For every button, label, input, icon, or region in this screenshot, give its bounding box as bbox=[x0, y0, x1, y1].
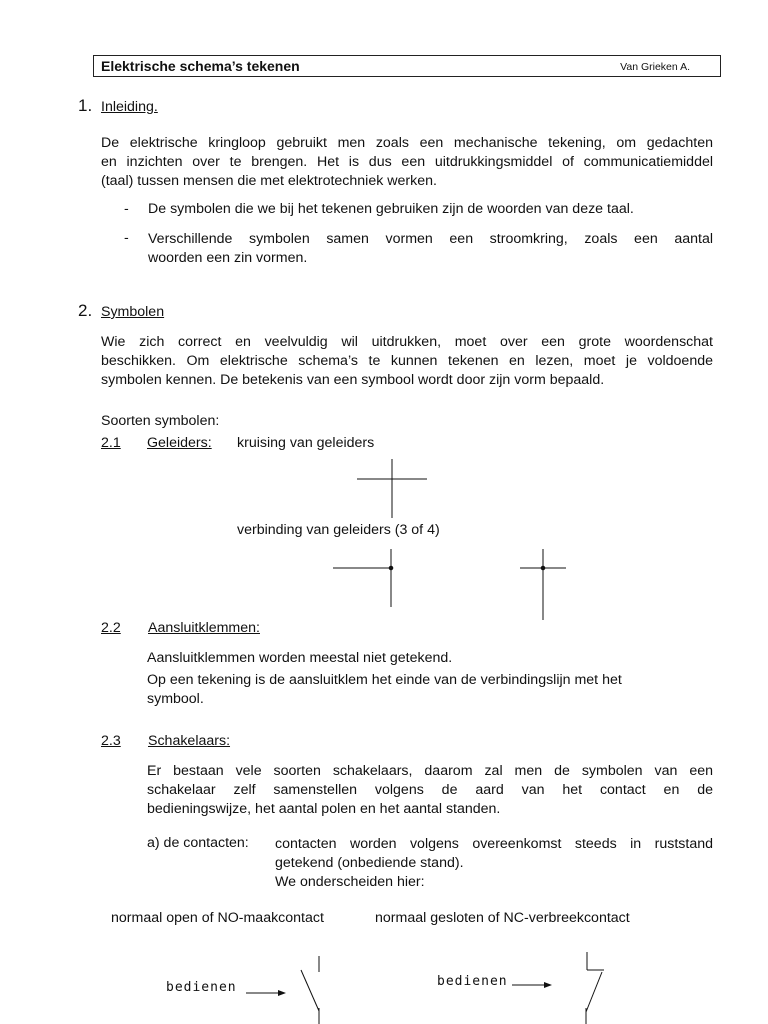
s21-text: kruising van geleiders bbox=[237, 435, 375, 451]
bullet2-line: woorden een zin vormen. bbox=[148, 250, 308, 266]
s21-number: 2.1 bbox=[101, 435, 121, 451]
contacten-line: contacten worden volgens overeenkomst steeds in ruststand bbox=[275, 836, 713, 852]
s23-para-line: bedieningswijze, het aantal polen en het aantal standen. bbox=[147, 801, 501, 817]
crossing-symbol bbox=[357, 459, 427, 518]
document-title: Elektrische schema’s tekenen bbox=[101, 58, 300, 74]
section1-para-line: en inzichten over te brengen. Het is dus een uitdrukkingsmiddel of communicatiemiddel bbox=[101, 154, 713, 170]
no-contact-symbol bbox=[246, 956, 319, 1024]
contacten-line: getekend (onbediende stand). bbox=[275, 855, 464, 871]
nc-arrow-head bbox=[544, 982, 552, 988]
s22-line2-part: Op een tekening is de aansluitklem het einde van de verbindingslijn met het bbox=[147, 672, 622, 688]
nc-contact-blade bbox=[586, 972, 602, 1012]
s22-line1: Aansluitklemmen worden meestal niet getekend. bbox=[147, 650, 453, 666]
s22-line2-part: symbool. bbox=[147, 691, 204, 707]
connection-4way-dot bbox=[389, 566, 393, 570]
s22-line2 bbox=[147, 671, 717, 709]
document-author: Van Grieken A. bbox=[620, 61, 690, 73]
section2-paragraph bbox=[101, 333, 713, 390]
section2-para-line: symbolen kennen. De betekenis van een symbool wordt door zijn vorm bepaald. bbox=[101, 372, 605, 388]
s23-number: 2.3 bbox=[101, 733, 121, 749]
bullet2-text bbox=[148, 230, 713, 268]
bullet-marker: - bbox=[124, 201, 129, 217]
section1-paragraph bbox=[101, 134, 713, 191]
contacten-text2: We onderscheiden hier: bbox=[275, 874, 425, 890]
bedienen-label-no: bedienen bbox=[166, 980, 237, 995]
s23-para-line: Er bestaan vele soorten schakelaars, daarom zal men de symbolen van een bbox=[147, 763, 713, 779]
section1-para-line: De elektrische kringloop gebruikt men zoals een mechanische tekening, om gedachten bbox=[101, 135, 713, 151]
no-contact-blade bbox=[301, 970, 319, 1011]
s23-paragraph bbox=[147, 762, 713, 819]
contacten-text bbox=[275, 835, 713, 873]
connection-4way-symbol bbox=[333, 549, 393, 607]
bullet1-text: De symbolen die we bij het tekenen gebruiken zijn de woorden van deze taal. bbox=[148, 201, 634, 217]
soorten-label: Soorten symbolen: bbox=[101, 413, 220, 429]
no-contact-label: normaal open of NO-maakcontact bbox=[111, 910, 324, 926]
section2-para-line: beschikken. Om elektrische schema’s te kunnen tekenen en lezen, moet je voldoende bbox=[101, 353, 713, 369]
s21-title: Geleiders: bbox=[147, 435, 212, 451]
section2-number: 2. bbox=[78, 301, 93, 320]
bedienen-label-nc: bedienen bbox=[437, 974, 508, 989]
bullet2-line: Verschillende symbolen samen vormen een stroomkring, zoals een aantal bbox=[148, 231, 713, 247]
section2-para-line: Wie zich correct en veelvuldig wil uitdrukken, moet over een grote woordenschat bbox=[101, 334, 713, 350]
contacten-label: a) de contacten: bbox=[147, 835, 249, 851]
s23-para-line: schakelaar zelf samenstellen volgens de aard van het contact en de bbox=[147, 782, 713, 798]
connection-3way-dot bbox=[541, 566, 545, 570]
bullet-marker: - bbox=[124, 230, 129, 246]
section1-number: 1. bbox=[78, 96, 93, 115]
s22-number: 2.2 bbox=[101, 620, 121, 636]
connection-3way-symbol bbox=[520, 549, 566, 620]
no-arrow-head bbox=[278, 990, 286, 996]
section2-title: Symbolen bbox=[101, 304, 165, 320]
document-header bbox=[93, 55, 721, 77]
s21-verbinding: verbinding van geleiders (3 of 4) bbox=[237, 522, 440, 538]
s23-title: Schakelaars: bbox=[148, 733, 231, 749]
s22-title: Aansluitklemmen: bbox=[148, 620, 260, 636]
nc-contact-label: normaal gesloten of NC-verbreekcontact bbox=[375, 910, 630, 926]
section1-para-line: (taal) tussen mensen die met elektrotechniek werken. bbox=[101, 173, 437, 189]
nc-contact-symbol bbox=[512, 952, 604, 1024]
section1-title: Inleiding. bbox=[101, 99, 158, 115]
